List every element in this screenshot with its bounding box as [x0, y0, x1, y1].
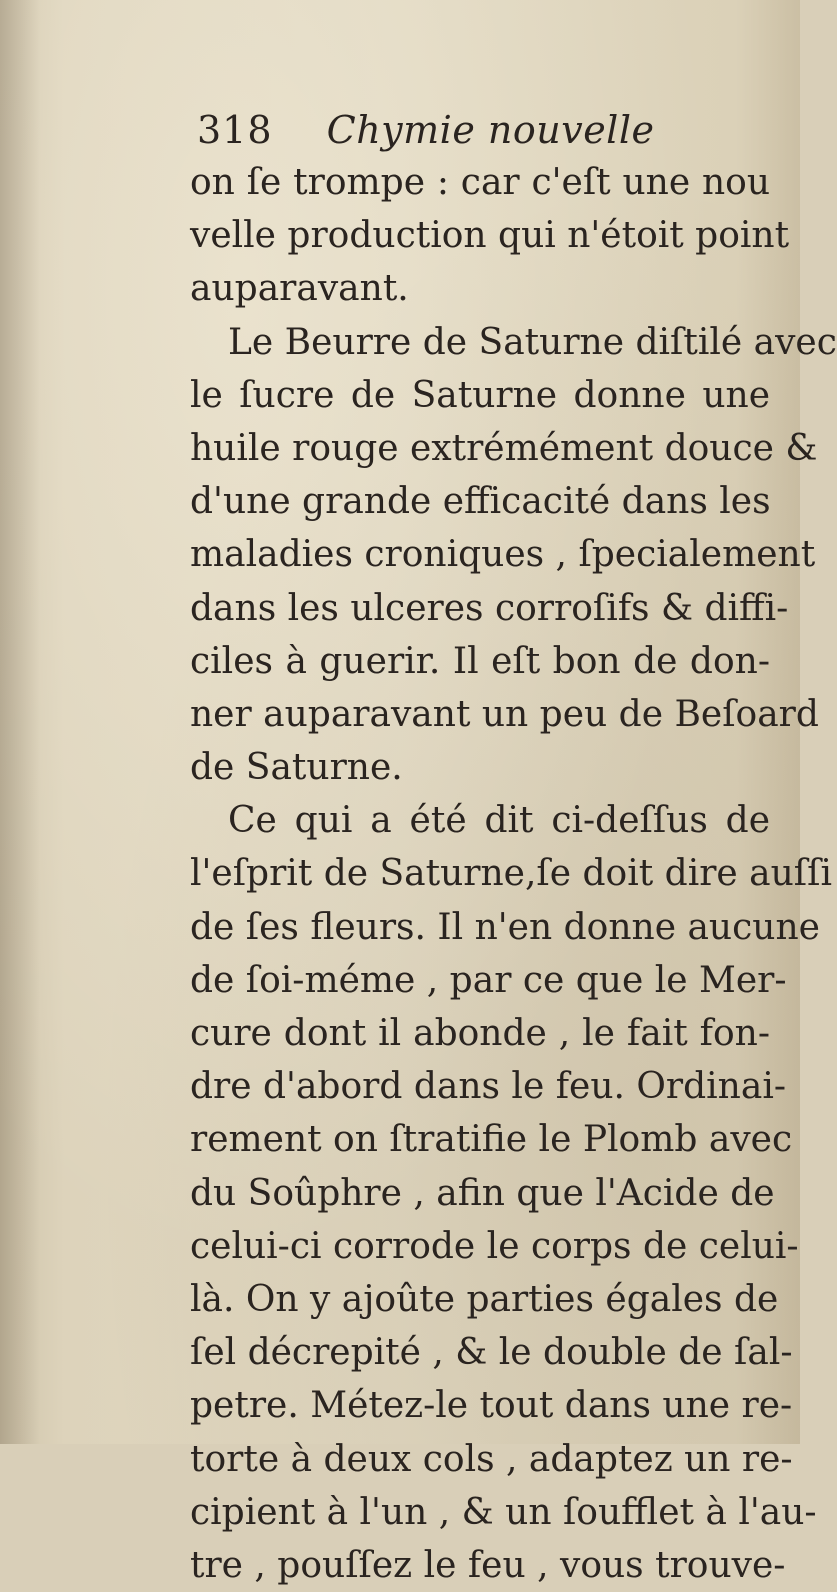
text-line: cure dont il abonde , le fait fon-: [190, 1013, 770, 1054]
text-line: torte à deux cols , adaptez un re-: [190, 1438, 793, 1480]
text-line: l'eſprit de Saturne,ſe doit dire auſſi: [190, 853, 832, 895]
text-line: celui-ci corrode le corps de celui-: [190, 1225, 799, 1267]
text-line: velle production qui n'étoit point: [190, 215, 790, 257]
text-line: tre , pouſſez le feu , vous trouve-: [190, 1544, 786, 1586]
text-line: ner auparavant un peu de Beſoard: [190, 693, 819, 735]
text-line: de Saturne.: [190, 747, 403, 789]
text-line: cipient à l'un , & un ſoufflet à l'au-: [190, 1491, 817, 1533]
text-line: maladies croniques , ſpecialement: [190, 534, 816, 576]
text-line: le ſucre de Saturne donne une: [190, 374, 770, 416]
text-line: d'une grande efficacité dans les: [190, 481, 771, 523]
text-line: ſel décrepité , & le double de ſal-: [190, 1332, 793, 1374]
text-line: on ſe trompe : car c'eſt une nou: [190, 162, 770, 203]
text-line: là. On y ajoûte parties égales de: [190, 1278, 779, 1320]
body-text: [190, 156, 837, 1592]
text-line: dans les ulceres corroſifs & diffi-: [190, 587, 789, 629]
text-line: ciles à guerir. Il eſt bon de don-: [190, 640, 770, 682]
text-line: du Soûphre , afin que l'Acide de: [190, 1172, 775, 1214]
text-line: rement on ſtratifie le Plomb avec: [190, 1119, 793, 1161]
text-line: petre. Métez-le tout dans une re-: [190, 1385, 793, 1427]
text-line: de ſoi-méme , par ce que le Mer-: [190, 959, 787, 1001]
running-title: Chymie nouvelle: [326, 108, 655, 152]
gutter-shadow: [0, 0, 40, 1444]
text-line: auparavant.: [190, 268, 409, 310]
page-number: 318: [197, 108, 273, 152]
paragraph-start-line: Le Beurre de Saturne diſtilé avec: [228, 321, 837, 363]
text-line: de ſes fleurs. Il n'en donne aucune: [190, 906, 820, 948]
page-header: [197, 100, 757, 160]
paragraph-start-line: Ce qui a été dit ci-deſſus de: [228, 800, 770, 842]
text-line: huile rouge extrémément douce &: [190, 427, 818, 469]
text-line: dre d'abord dans le feu. Ordinai-: [190, 1066, 787, 1108]
